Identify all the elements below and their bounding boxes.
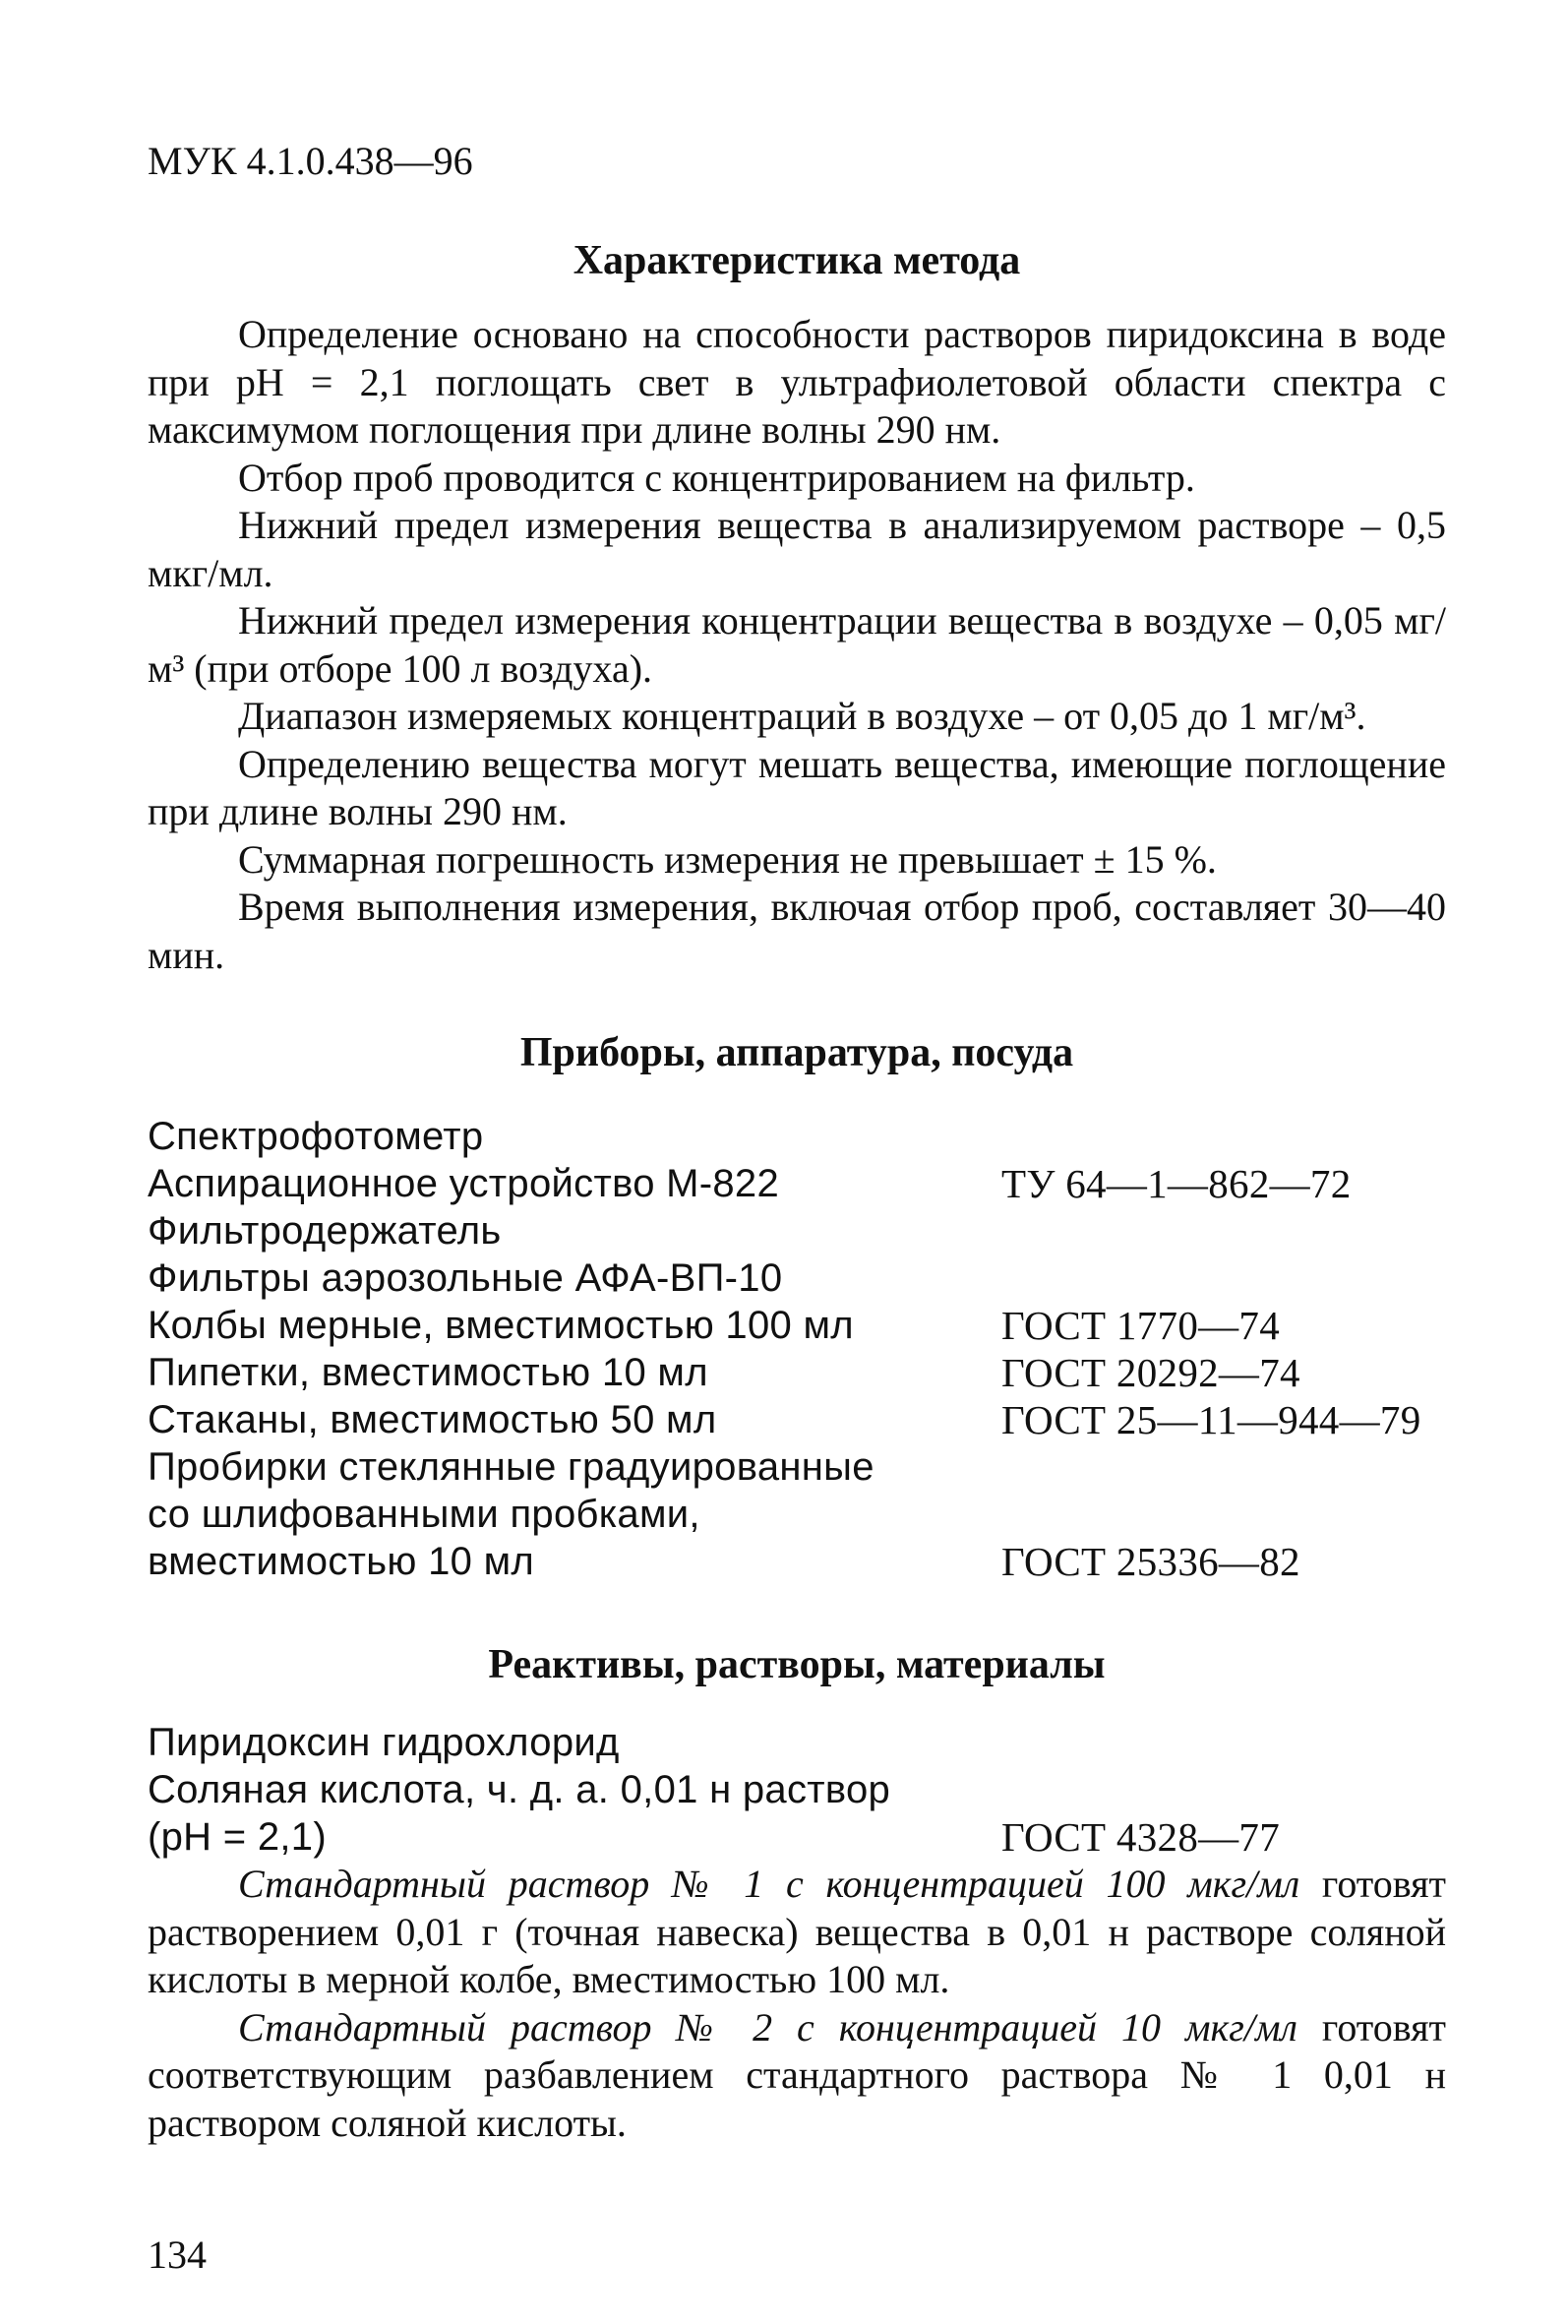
method-paragraph: Отбор проб проводится с концентрированием на фильтр. bbox=[238, 455, 1195, 500]
equipment-name: Фильтры аэрозольные АФА-ВП-10 bbox=[148, 1256, 783, 1300]
equipment-item bbox=[148, 1113, 1446, 1160]
method-paragraph: Диапазон измеряемых концентраций в воздухе – от 0,05 до 1 мг/м³. bbox=[238, 694, 1366, 738]
equipment-item bbox=[148, 1443, 1446, 1585]
reagent-item bbox=[148, 1719, 1446, 1766]
reagent-standard: ГОСТ 4328—77 bbox=[1001, 1814, 1281, 1860]
equipment-item bbox=[148, 1160, 1446, 1207]
equipment-standard: ГОСТ 25—11—944—79 bbox=[1001, 1397, 1421, 1442]
document-page bbox=[148, 138, 1446, 2279]
standard-solution-2-text: готовят соответствующим разбавлением стандартного раствора № 1 0,01 н раствором соляной кислоты. bbox=[148, 2004, 1446, 2145]
equipment-standard: ГОСТ 25336—82 bbox=[1001, 1539, 1300, 1584]
equipment-name: Стаканы, вместимостью 50 мл bbox=[148, 1398, 717, 1441]
equipment-name: Пипетки, вместимостью 10 мл bbox=[148, 1351, 708, 1394]
document-code: МУК 4.1.0.438—96 bbox=[148, 139, 473, 183]
equipment-list bbox=[148, 1113, 1446, 1585]
method-paragraph: Определению вещества могут мешать вещества, имеющие поглощение при длине волны 290 нм. bbox=[148, 741, 1446, 833]
equipment-name: Пробирки стеклянные градуированные со шлифованными пробками, вместимостью 10 мл bbox=[148, 1445, 874, 1583]
standard-solution-1-title: Стандартный раствор № 1 с концентрацией 100 мкг/мл bbox=[238, 1862, 1300, 1906]
equipment-item bbox=[148, 1254, 1446, 1302]
standard-solution-2-title: Стандартный раствор № 2 с концентрацией 10 мкг/мл bbox=[238, 2004, 1297, 2049]
standard-solution-1-text: готовят растворением 0,01 г (точная навеска) вещества в 0,01 н растворе соляной кислоты в мерной колбе, вместимостью 100 мл. bbox=[148, 1862, 1446, 2001]
method-paragraph: Нижний предел измерения вещества в анализируемом растворе – 0,5 мкг/мл. bbox=[148, 503, 1446, 595]
reagent-item bbox=[148, 1766, 1446, 1861]
equipment-item bbox=[148, 1302, 1446, 1349]
page-number: 134 bbox=[148, 2232, 207, 2277]
reagent-name: Соляная кислота, ч. д. а. 0,01 н раствор (pH = 2,1) bbox=[148, 1768, 891, 1859]
standard-solution-2-paragraph bbox=[148, 2004, 1446, 2148]
equipment-name: Спектрофотометр bbox=[148, 1115, 484, 1158]
equipment-name: Аспирационное устройство М-822 bbox=[148, 1162, 780, 1205]
method-paragraphs bbox=[148, 311, 1446, 979]
equipment-standard: ГОСТ 1770—74 bbox=[1001, 1303, 1281, 1348]
equipment-item bbox=[148, 1207, 1446, 1254]
equipment-item bbox=[148, 1349, 1446, 1396]
method-paragraph: Нижний предел измерения концентрации вещества в воздухе – 0,05 мг/м³ (при отборе 100 л воздуха). bbox=[148, 598, 1446, 691]
method-paragraph: Время выполнения измерения, включая отбор проб, составляет 30—40 мин. bbox=[148, 885, 1446, 977]
section-title-reagents: Реактивы, растворы, материалы bbox=[488, 1642, 1106, 1687]
reagent-name: Пиридоксин гидрохлорид bbox=[148, 1721, 620, 1764]
reagents-list bbox=[148, 1719, 1446, 1861]
equipment-name: Колбы мерные, вместимостью 100 мл bbox=[148, 1304, 854, 1347]
section-title-equipment: Приборы, аппаратура, посуда bbox=[519, 1030, 1074, 1075]
equipment-item bbox=[148, 1396, 1446, 1443]
section-title-method: Характеристика метода bbox=[573, 238, 1021, 283]
method-paragraph: Суммарная погрешность измерения не превышает ± 15 %. bbox=[238, 836, 1217, 882]
equipment-standard: ТУ 64—1—862—72 bbox=[1001, 1161, 1352, 1206]
standard-solution-1-paragraph bbox=[148, 1861, 1446, 2004]
equipment-standard: ГОСТ 20292—74 bbox=[1001, 1350, 1300, 1395]
method-paragraph: Определение основано на способности растворов пиридоксина в воде при pH = 2,1 поглощать свет в ультрафиолетовой области спектра с максимумом поглощения при длине волны 290 нм. bbox=[148, 312, 1446, 452]
equipment-name: Фильтродержатель bbox=[148, 1209, 502, 1253]
